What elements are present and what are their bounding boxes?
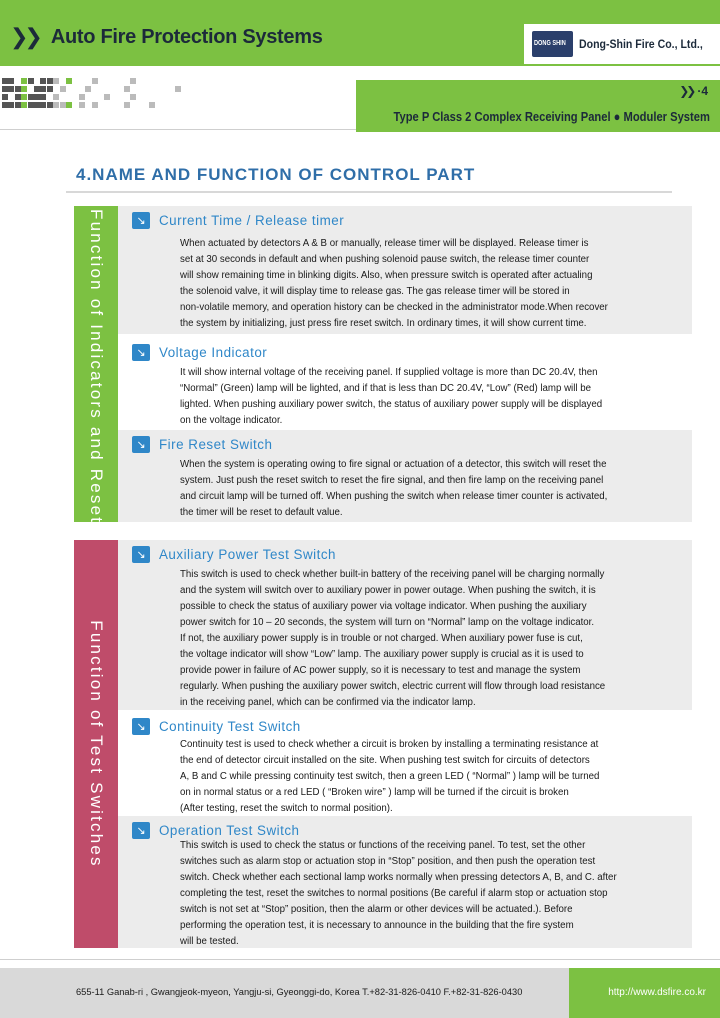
item-operation-test [118, 816, 692, 948]
decorative-dot [28, 102, 34, 108]
group-side-bar [74, 206, 118, 525]
decorative-dot [60, 86, 66, 92]
double-chevron-icon: ❯❯ [679, 84, 694, 98]
decorative-dot [21, 94, 27, 100]
decorative-dot [92, 102, 98, 108]
decorative-dot [104, 94, 110, 100]
decorative-dot [2, 94, 8, 100]
body-line: switches such as alarm stop or actuation stop in “Stop” position, and then push the operation test [180, 856, 596, 867]
item-title: Operation Test Switch [159, 823, 300, 838]
item-title: Current Time / Release timer [159, 213, 345, 228]
item-title: Auxiliary Power Test Switch [159, 547, 336, 562]
decorative-dot [40, 102, 46, 108]
item-title: Continuity Test Switch [159, 719, 301, 734]
section-heading: 4.NAME AND FUNCTION OF CONTROL PART [76, 165, 476, 184]
item-body [180, 838, 688, 950]
arrow-down-right-icon: ↘ [132, 212, 150, 229]
item-title: Voltage Indicator [159, 345, 268, 360]
decorative-dot [8, 102, 14, 108]
arrow-down-right-icon: ↘ [132, 822, 150, 839]
arrow-down-right-icon: ↘ [132, 436, 150, 453]
header-title-bar [0, 14, 323, 60]
double-chevron-icon: ❯❯ [10, 24, 39, 50]
body-line: Continuity test is used to check whether a circuit is broken by installing a terminating resistance at [180, 739, 599, 750]
group-label: Function of Indicators and Reset [87, 209, 106, 525]
decorative-dot [8, 78, 14, 84]
decorative-dot [21, 102, 27, 108]
body-line: A, B and C while pressing continuity test switch, then a green LED ( “Normal” ) lamp will be turned [180, 771, 600, 782]
arrow-down-right-icon: ↘ [132, 344, 150, 361]
body-line: completing the test, reset the switches to normal positions (Be careful if alarm stop or actuation stop [180, 888, 608, 899]
decorative-dot [28, 94, 34, 100]
decorative-dot [79, 102, 85, 108]
heading-divider [66, 191, 672, 193]
body-line: the system by initializing, just press fire reset switch. In ordinary times, it will show current time. [180, 318, 587, 329]
body-line: on the voltage indicator. [180, 415, 283, 426]
item-continuity-test [118, 712, 692, 816]
body-line: will show remaining time in blinking digits. Also, when pressure switch is operated after actualing [180, 270, 593, 281]
footer-address: 655-11 Ganab-ri , Gwangjeok-myeon, Yangju-si, Gyeonggi-do, Korea T.+82-31-826-0410 F.+82-31-826-0430 [76, 987, 523, 997]
item-body [180, 457, 688, 521]
decorative-dot [124, 102, 130, 108]
body-line: This switch is used to check whether built-in battery of the receiving panel will be charging normally [180, 569, 605, 580]
item-body [180, 737, 688, 817]
decorative-dot [21, 78, 27, 84]
body-line: the timer will be reset to default value. [180, 507, 343, 518]
logo-text: DONG SHIN [534, 40, 566, 47]
footer-divider [0, 959, 720, 960]
group-test-switches [74, 540, 692, 948]
body-line: in the receiving panel, which can be confirmed via the indicator lamp. [180, 697, 476, 708]
decorative-dots [2, 78, 182, 112]
group-indicators-reset [74, 206, 692, 525]
body-line: and the system will switch over to auxiliary power in power outage. When pushing the switch, it is [180, 585, 596, 596]
item-body [180, 567, 688, 711]
company-brand [524, 24, 720, 64]
body-line: (After testing, reset the switch to normal position). [180, 803, 393, 814]
page-subtitle: Type P Class 2 Complex Receiving Panel ● Moduler System [393, 109, 710, 124]
decorative-dot [92, 78, 98, 84]
body-line: power switch for 10 – 20 seconds, the system will turn on “Normal” lamp on the voltage indicator. [180, 617, 595, 628]
decorative-dot [53, 102, 59, 108]
header-title: Auto Fire Protection Systems [50, 25, 323, 48]
decorative-dot [15, 102, 21, 108]
decorative-dot [53, 78, 59, 84]
group-label: Function of Test Switches [87, 620, 106, 868]
body-line: the solenoid valve, it will display time to release gas. The gas release timer will be stored in [180, 286, 570, 297]
decorative-dot [124, 86, 130, 92]
decorative-dot [53, 94, 59, 100]
decorative-dot [47, 102, 53, 108]
body-line: lighted. When pushing auxiliary power switch, the status of auxiliary power supply will be displayed [180, 399, 603, 410]
body-line: If not, the auxiliary power supply is in trouble or not charged. When auxiliary power fuse is cut, [180, 633, 583, 644]
decorative-dot [34, 102, 40, 108]
item-fire-reset-switch [118, 430, 692, 522]
decorative-dot [34, 94, 40, 100]
decorative-dot [2, 102, 8, 108]
body-line: This switch is used to check the status or functions of the receiving panel. To test, set the other [180, 840, 586, 851]
decorative-dot [60, 102, 66, 108]
body-line: the end of detector circuit installed on the site. When pushing test switch for circuits of detectors [180, 755, 590, 766]
decorative-dot [40, 86, 46, 92]
decorative-dot [2, 86, 8, 92]
decorative-dot [66, 102, 72, 108]
decorative-dot [15, 94, 21, 100]
decorative-dot [66, 78, 72, 84]
decorative-dot [149, 102, 155, 108]
decorative-dot [2, 78, 8, 84]
body-line: and circuit lamp will be turned off. When pushing the switch when release timer counter is activated, [180, 491, 608, 502]
item-current-time [118, 206, 692, 334]
body-line: set at 30 seconds in default and when pushing solenoid pause switch, the release timer counter [180, 254, 590, 265]
body-line: regularly. When pushing the auxiliary power switch, electric current will flow through load resistance [180, 681, 606, 692]
body-line: non-volatile memory, and operation history can be checked in the administrator mode.When recover [180, 302, 608, 313]
decorative-dot [8, 86, 14, 92]
body-line: When the system is operating owing to fire signal or actuation of a detector, this switch will reset the [180, 459, 607, 470]
item-body [180, 365, 688, 429]
decorative-dot [40, 94, 46, 100]
item-title: Fire Reset Switch [159, 437, 273, 452]
decorative-dot [47, 86, 53, 92]
decorative-dot [21, 86, 27, 92]
decorative-dot [40, 78, 46, 84]
page-number [679, 84, 708, 98]
body-line: system. Just push the reset switch to reset the fire signal, and then fire lamp on the receiving panel [180, 475, 604, 486]
body-line: the voltage indicator will show “Low” lamp. The auxiliary power supply is crucial as it is used to [180, 649, 584, 660]
body-line: performing the operation test, it is necessary to announce in the building that the fire system [180, 920, 574, 931]
item-body [180, 236, 688, 332]
arrow-down-right-icon: ↘ [132, 546, 150, 563]
decorative-dot [85, 86, 91, 92]
website-link[interactable]: http://www.dsfire.co.kr [608, 987, 706, 998]
decorative-dot [130, 78, 136, 84]
page-number-value: 4 [701, 84, 708, 98]
body-line: When actuated by detectors A & B or manually, release timer will be displayed. Release timer is [180, 238, 589, 249]
item-auxiliary-power-test [118, 540, 692, 710]
company-name: Dong-Shin Fire Co., Ltd., [579, 37, 704, 51]
body-line: on in normal status or a red LED ( “Broken wire” ) lamp will be turned if the circuit is broken [180, 787, 569, 798]
decorative-dot [130, 94, 136, 100]
body-line: possible to check the status of auxiliary power via voltage indicator. When pushing the auxiliary [180, 601, 587, 612]
arrow-down-right-icon: ↘ [132, 718, 150, 735]
item-voltage-indicator [118, 338, 692, 430]
body-line: “Normal” (Green) lamp will be lighted, and if that is less than DC 20.4V, “Low” (Red) lamp will be [180, 383, 591, 394]
body-line: provide power in failure of AC power supply, so it is necessary to test and manage the system [180, 665, 581, 676]
decorative-dot [15, 86, 21, 92]
body-line: will be tested. [180, 936, 239, 947]
group-side-bar [74, 540, 118, 948]
decorative-dot [47, 78, 53, 84]
body-line: switch. Check whether each sectional lamp works normally when pressing detectors A, B, and C. after [180, 872, 617, 883]
decorative-dot [175, 86, 181, 92]
subtitle-band [356, 80, 720, 132]
decorative-dot [34, 86, 40, 92]
decorative-dot [79, 94, 85, 100]
body-line: It will show internal voltage of the receiving panel. If supplied voltage is more than DC 20.4V, then [180, 367, 598, 378]
company-logo [532, 31, 573, 57]
decorative-dot [28, 78, 34, 84]
page-number-dot: · [697, 84, 702, 98]
body-line: switch is not set at “Stop” position, then the alarm or other devices will be actuated.). Before [180, 904, 573, 915]
